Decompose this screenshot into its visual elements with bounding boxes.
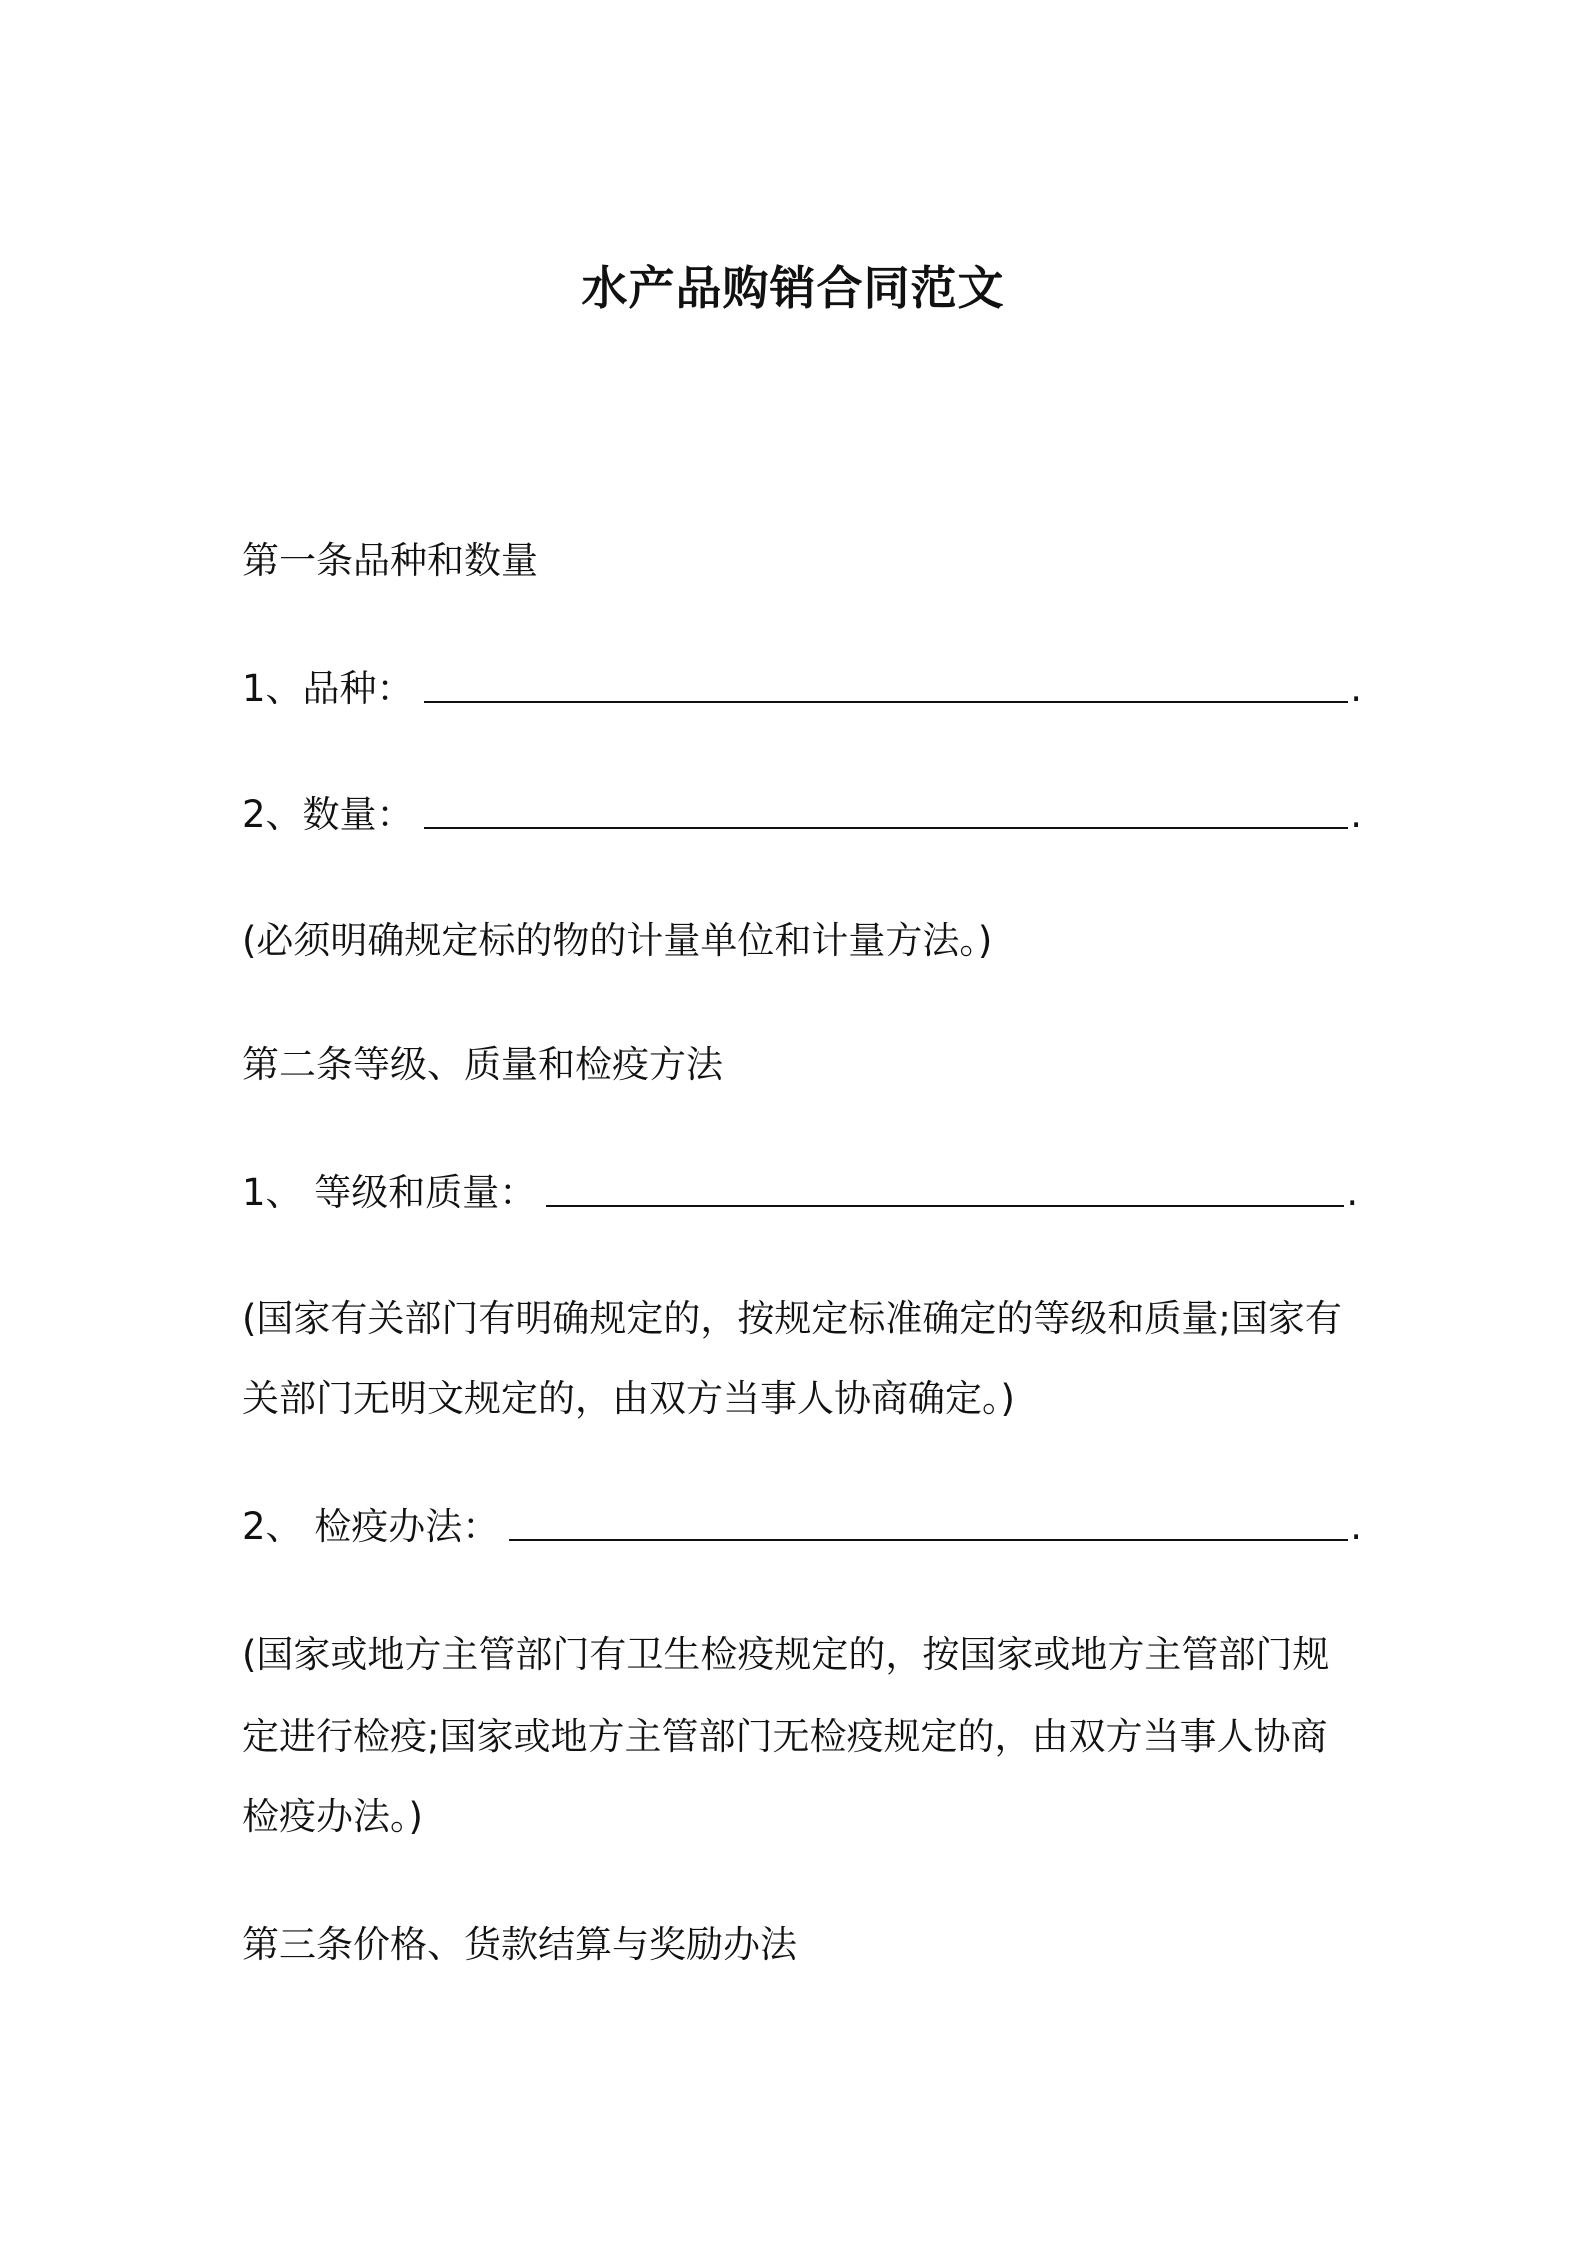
article-2-note-1-line-2: 关部门无明文规定的，由双方当事人协商确定。) (242, 1377, 1015, 1420)
blank-terminator: . (1350, 793, 1362, 836)
article-1-item-1 (242, 664, 1362, 714)
article-2-item-2 (242, 1502, 1362, 1552)
grade-quality-blank-line (546, 1204, 1344, 1207)
quarantine-label: 2、 检疫办法： (242, 1505, 500, 1548)
article-1-heading: 第一条品种和数量 (242, 539, 538, 582)
quantity-label: 2、数量： (242, 793, 414, 836)
article-2-note-2-line-1: (国家或地方主管部门有卫生检疫规定的，按国家或地方主管部门规 (242, 1633, 1330, 1676)
quantity-blank-line (424, 826, 1349, 829)
blank-terminator: . (1346, 1171, 1359, 1214)
variety-blank-line (424, 700, 1349, 703)
variety-label: 1、品种： (242, 667, 414, 710)
article-2-note-2-line-3: 检疫办法。) (242, 1795, 423, 1838)
blank-terminator: . (1350, 1505, 1362, 1548)
blank-terminator: . (1350, 667, 1362, 710)
article-3-heading: 第三条价格、货款结算与奖励办法 (242, 1923, 797, 1966)
article-2-note-1-line-1: (国家有关部门有明确规定的，按规定标准确定的等级和质量;国家有 (242, 1297, 1342, 1340)
quarantine-blank-line (509, 1538, 1348, 1541)
grade-quality-label: 1、 等级和质量： (242, 1171, 537, 1214)
article-2-note-2-line-2: 定进行检疫;国家或地方主管部门无检疫规定的，由双方当事人协商 (242, 1715, 1328, 1758)
article-1-item-2 (242, 790, 1362, 840)
article-1-note: (必须明确规定标的物的计量单位和计量方法。) (242, 919, 993, 962)
article-2-heading: 第二条等级、质量和检疫方法 (242, 1043, 723, 1086)
document-title: 水产品购销合同范文 (581, 261, 1005, 315)
article-2-item-1 (242, 1168, 1362, 1218)
